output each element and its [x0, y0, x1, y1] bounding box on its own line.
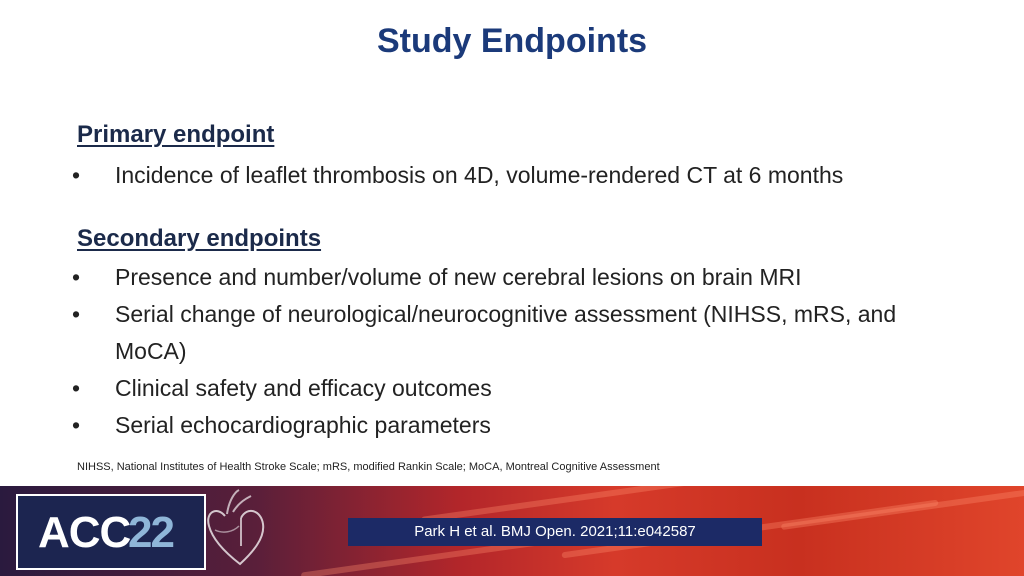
logo-text: ACC	[38, 508, 131, 557]
footer-banner	[0, 486, 1024, 576]
bullet: •	[72, 375, 81, 401]
page-title: Study Endpoints	[376, 22, 648, 60]
list-item	[72, 370, 952, 407]
list-item	[72, 407, 952, 444]
decorative-streak	[781, 488, 1024, 530]
list-item	[72, 296, 952, 370]
bullet: •	[72, 264, 81, 290]
list-item	[72, 259, 952, 296]
bullet: •	[72, 301, 81, 327]
bullet: •	[72, 162, 81, 188]
heart-icon	[195, 486, 285, 576]
acc-logo	[16, 494, 206, 570]
citation-box: Park H et al. BMJ Open. 2021;11:e042587	[348, 518, 762, 546]
secondary-endpoint-item: Serial change of neurological/neurocognitive assessment (NIHSS, mRS, and MoCA)	[115, 301, 897, 364]
logo-number: 22	[128, 508, 173, 557]
abbreviations-footnote: NIHSS, National Institutes of Health Stroke Scale; mRS, modified Rankin Scale; MoCA, Montreal Cognitive Assessment	[77, 461, 660, 473]
list-item	[72, 157, 952, 194]
primary-endpoint-heading: Primary endpoint	[77, 121, 275, 148]
secondary-endpoint-item: Presence and number/volume of new cerebral lesions on brain MRI	[115, 264, 802, 290]
secondary-endpoint-item: Clinical safety and efficacy outcomes	[115, 375, 492, 401]
secondary-endpoints-heading: Secondary endpoints	[77, 225, 322, 252]
primary-endpoint-item: Incidence of leaflet thrombosis on 4D, volume-rendered CT at 6 months	[115, 162, 844, 188]
bullet: •	[72, 412, 81, 438]
secondary-endpoint-item: Serial echocardiographic parameters	[115, 412, 491, 438]
